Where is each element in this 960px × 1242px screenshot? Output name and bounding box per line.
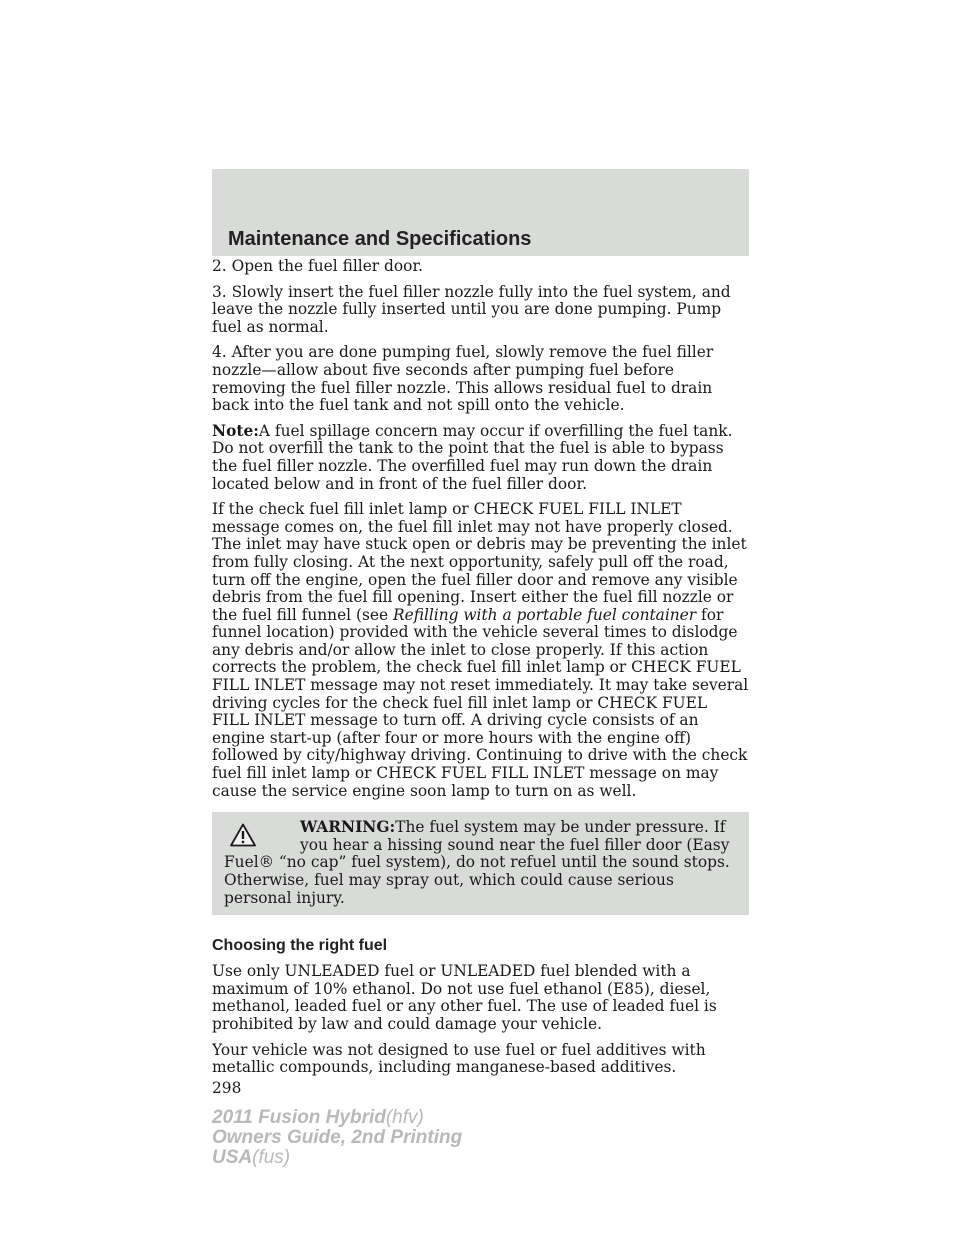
footer-model: 2011 Fusion Hybrid bbox=[212, 1107, 386, 1128]
check-inlet-paragraph bbox=[212, 501, 749, 800]
footer-line-1 bbox=[212, 1108, 462, 1128]
warning-label: WARNING: bbox=[300, 818, 396, 837]
page-content bbox=[212, 258, 749, 1097]
footer-market-code: (fus) bbox=[252, 1147, 291, 1168]
choosing-fuel-paragraph-1: Use only UNLEADED fuel or UNLEADED fuel blended with a maximum of 10% ethanol. Do not use fuel ethanol (E85), diesel, methanol, leaded fuel or any other fuel. The use of leaded fuel is prohibited by law and could damage your vehicle. bbox=[212, 962, 717, 1033]
section-title: Maintenance and Specifications bbox=[228, 228, 532, 250]
check-inlet-text-after: for funnel location) provided with the vehicle several times to dislodge any debris and/or allow the inlet to close properly. If this action corrects the problem, the check fuel fill inlet lamp or CHECK FUEL FILL INLET message may not reset immediately. It may take several driving cycles for the check fuel fill inlet lamp or CHECK FUEL FILL INLET message to turn off. A driving cycle consists of an engine start-up (after four or more hours with the engine off) followed by city/highway driving. Continuing to drive with the check fuel fill inlet lamp or CHECK FUEL FILL INLET message on may cause the service engine soon lamp to turn on as well. bbox=[212, 605, 749, 800]
note-paragraph bbox=[212, 423, 749, 493]
choosing-fuel-heading: Choosing the right fuel bbox=[212, 937, 388, 955]
step-4: 4. After you are done pumping fuel, slowly remove the fuel filler nozzle—allow about five seconds after pumping fuel before removing the fuel filler nozzle. This allows residual fuel to drain back into the fuel tank and not spill onto the vehicle. bbox=[212, 343, 714, 415]
footer-line-2: Owners Guide, 2nd Printing bbox=[212, 1127, 463, 1148]
section-header-band bbox=[212, 169, 749, 256]
footer-market: USA bbox=[212, 1147, 253, 1168]
warning-paragraph bbox=[224, 819, 737, 907]
step-2: 2. Open the fuel filler door. bbox=[212, 257, 423, 275]
footer-model-code: (hfv) bbox=[385, 1107, 424, 1128]
page-number: 298 bbox=[212, 1078, 242, 1097]
check-inlet-text-before: If the check fuel fill inlet lamp or CHECK FUEL FILL INLET message comes on, the fuel fill inlet may not have properly closed. The inlet may have stuck open or debris may be preventing the inlet from fully closing. At the next opportunity, safely pull off the road, turn off the engine, open the fuel filler door and remove any visible debris from the fuel fill opening. Insert either the fuel fill nozzle or the fuel fill funnel (see bbox=[212, 500, 747, 624]
step-3: 3. Slowly insert the fuel filler nozzle fully into the fuel system, and leave the nozzle fully inserted until you are done pumping. Pump fuel as normal. bbox=[212, 282, 731, 336]
warning-text: The fuel system may be under pressure. If you hear a hissing sound near the fuel filler door (Easy Fuel® “no cap” fuel system), do not refuel until the sound stops. Otherwise, fuel may spray out, which could cause serious personal injury. bbox=[224, 818, 730, 907]
warning-triangle-icon bbox=[230, 823, 256, 847]
cross-reference: Refilling with a portable fuel container bbox=[393, 605, 697, 624]
warning-box bbox=[212, 812, 749, 915]
footer-line-3 bbox=[212, 1148, 462, 1168]
choosing-fuel-paragraph-2: Your vehicle was not designed to use fuel or fuel additives with metallic compounds, including manganese-based additives. bbox=[212, 1040, 706, 1077]
note-label: Note: bbox=[212, 421, 259, 440]
note-text: A fuel spillage concern may occur if overfilling the fuel tank. Do not overfill the tank to the point that the fuel is able to bypass the fuel filler nozzle. The overfilled fuel may run down the drain located below and in front of the fuel filler door. bbox=[212, 421, 733, 493]
footer-imprint bbox=[212, 1108, 462, 1168]
